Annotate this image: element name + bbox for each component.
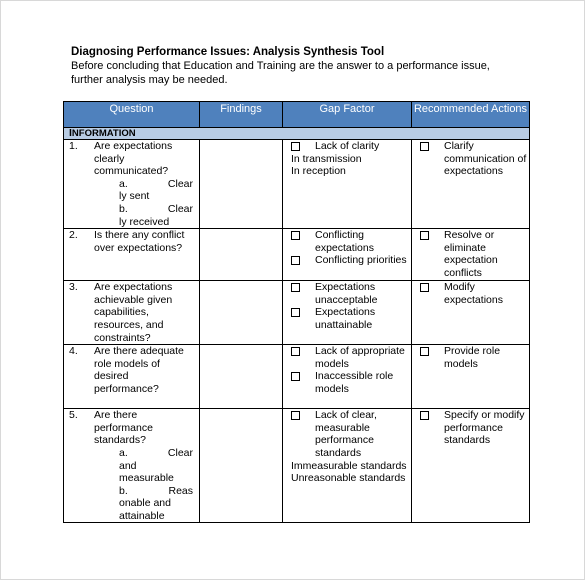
gap-checkbox-item[interactable] <box>283 370 411 395</box>
checkbox-icon[interactable] <box>420 283 429 292</box>
sub-text: Clear <box>167 202 193 215</box>
findings-cell[interactable] <box>200 229 283 281</box>
header-findings: Findings <box>200 102 283 128</box>
sub-letter: b. <box>119 202 128 215</box>
question-cell <box>64 409 200 523</box>
header-gap-factor: Gap Factor <box>283 102 412 128</box>
section-row <box>64 128 530 140</box>
action-checkbox-item[interactable] <box>412 281 529 306</box>
recommended-actions-cell <box>412 345 530 409</box>
sub-text: Clear <box>167 446 193 459</box>
checkbox-icon[interactable] <box>420 347 429 356</box>
question-text <box>94 140 199 228</box>
intro-paragraph: Before concluding that Education and Training are the answer to a performance issue, further analysis may be needed. <box>71 60 490 86</box>
gap-factor-subitem: In transmission <box>291 152 362 165</box>
sub-question-line <box>94 203 199 216</box>
recommended-actions-cell <box>412 229 530 281</box>
gap-checkbox-item[interactable] <box>283 229 411 254</box>
question-number: 3. <box>69 281 78 294</box>
sub-question-line: and <box>119 459 137 472</box>
sub-letter: b. <box>119 484 128 497</box>
gap-checkbox-item[interactable] <box>283 345 411 370</box>
checkbox-icon[interactable] <box>291 372 300 381</box>
gap-factor-text: Conflicting priorities <box>315 254 407 267</box>
gap-factor-text: Lack of appropriate models <box>315 345 405 370</box>
header-recommended-actions: Recommended Actions <box>412 102 530 128</box>
question-cell <box>64 345 200 409</box>
action-checkbox-item[interactable] <box>412 140 529 178</box>
checkbox-icon[interactable] <box>291 411 300 420</box>
sub-letter: a. <box>119 446 128 459</box>
question-number: 2. <box>69 229 78 242</box>
findings-cell[interactable] <box>200 140 283 229</box>
findings-cell[interactable] <box>200 345 283 409</box>
gap-factor-subitem: Immeasurable standards <box>291 459 407 472</box>
findings-cell[interactable] <box>200 281 283 345</box>
table-row <box>64 345 530 409</box>
checkbox-icon[interactable] <box>420 411 429 420</box>
gap-factor-subitem: In reception <box>291 165 346 178</box>
sub-question-line <box>94 447 199 460</box>
question-line: role models of <box>94 357 160 370</box>
checkbox-icon[interactable] <box>291 347 300 356</box>
recommended-actions-cell <box>412 281 530 345</box>
checkbox-icon[interactable] <box>420 142 429 151</box>
question-line: performance? <box>94 382 159 395</box>
question-cell <box>64 281 200 345</box>
question-line: Are expectations <box>94 281 173 294</box>
question-line: clearly <box>94 152 125 165</box>
gap-factor-text: Lack of clarity <box>315 140 380 152</box>
checkbox-icon[interactable] <box>291 308 300 317</box>
action-checkbox-item[interactable] <box>412 409 529 447</box>
question-line: achievable given <box>94 293 173 306</box>
action-text: Modify expectations <box>444 281 503 306</box>
gap-factor-text: Expectations unacceptable <box>315 281 378 306</box>
analysis-table <box>63 101 530 523</box>
question-line: communicated? <box>94 165 169 178</box>
question-number: 1. <box>69 140 78 152</box>
checkbox-icon[interactable] <box>291 283 300 292</box>
sub-question-line <box>94 178 199 191</box>
gap-checkbox-item[interactable] <box>283 306 411 331</box>
sub-text: Reas <box>168 484 193 497</box>
sub-letter: a. <box>119 177 128 190</box>
checkbox-icon[interactable] <box>291 256 300 265</box>
table-row <box>64 229 530 281</box>
gap-factor-cell <box>283 409 412 523</box>
gap-checkbox-item[interactable] <box>283 281 411 306</box>
question-text <box>94 409 199 522</box>
question-line: performance <box>94 421 153 434</box>
gap-factor-cell <box>283 345 412 409</box>
action-text: Specify or modify performance standards <box>444 409 525 447</box>
table-row <box>64 409 530 523</box>
question-line: resources, and <box>94 318 164 331</box>
sub-question-line: ly received <box>119 215 170 228</box>
gap-factor-text: Expectations unattainable <box>315 306 376 331</box>
question-line: Are there adequate <box>94 345 184 358</box>
sub-question-line: onable and <box>119 497 171 510</box>
gap-factor-text: Lack of clear, measurable performance standards <box>315 409 377 459</box>
sub-question-line: attainable <box>119 509 165 522</box>
document-title: Diagnosing Performance Issues: Analysis Synthesis Tool <box>71 46 385 58</box>
header-question: Question <box>64 102 200 128</box>
table-row <box>64 140 530 229</box>
gap-factor-cell <box>283 281 412 345</box>
section-label: INFORMATION <box>64 128 530 140</box>
sub-question-line: measurable <box>119 472 174 485</box>
question-line: desired <box>94 370 129 383</box>
checkbox-icon[interactable] <box>291 142 300 151</box>
question-line: Are expectations <box>94 140 173 152</box>
action-checkbox-item[interactable] <box>412 229 529 279</box>
sub-question-line: ly sent <box>119 190 150 203</box>
gap-factor-cell <box>283 140 412 229</box>
question-line: over expectations? <box>94 241 183 254</box>
gap-factor-text: Conflicting expectations <box>315 229 374 254</box>
question-line: Is there any conflict <box>94 229 185 242</box>
question-cell <box>64 140 200 229</box>
gap-factor-subitem: Unreasonable standards <box>291 472 406 485</box>
action-text: Provide role models <box>444 345 501 370</box>
question-number: 4. <box>69 345 78 358</box>
action-checkbox-item[interactable] <box>412 345 529 370</box>
gap-checkbox-item[interactable] <box>283 140 411 153</box>
gap-checkbox-item[interactable] <box>283 409 411 459</box>
gap-factor-cell <box>283 229 412 281</box>
table-row <box>64 281 530 345</box>
question-line: Are there <box>94 409 138 422</box>
checkbox-icon[interactable] <box>420 231 429 240</box>
recommended-actions-cell <box>412 140 530 229</box>
sub-text: Clear <box>167 177 193 190</box>
question-text <box>94 229 199 254</box>
sub-question-line <box>94 485 199 498</box>
question-text <box>94 281 199 344</box>
action-text: Resolve or eliminate expectation conflicts <box>444 229 498 279</box>
question-line: standards? <box>94 434 146 447</box>
question-number: 5. <box>69 409 78 422</box>
gap-checkbox-item[interactable] <box>283 254 411 267</box>
gap-factor-text: Inaccessible role models <box>315 370 394 395</box>
question-text <box>94 345 199 395</box>
recommended-actions-cell <box>412 409 530 523</box>
action-text: Clarify communication of expectations <box>444 140 527 178</box>
question-cell <box>64 229 200 281</box>
question-line: capabilities, <box>94 306 149 319</box>
question-line: constraints? <box>94 331 151 344</box>
checkbox-icon[interactable] <box>291 231 300 240</box>
findings-cell[interactable] <box>200 409 283 523</box>
